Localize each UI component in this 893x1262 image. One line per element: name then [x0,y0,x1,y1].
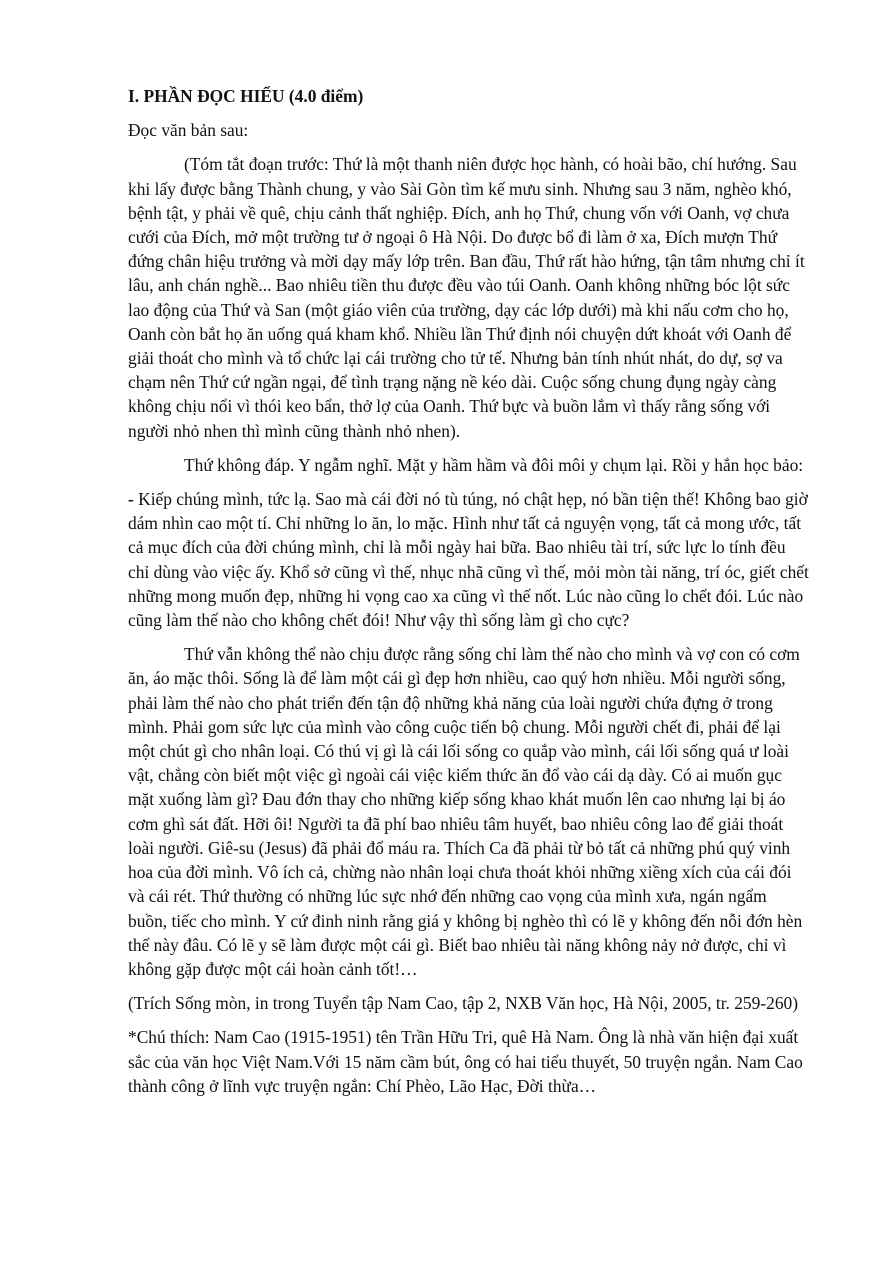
intro-text: Đọc văn bản sau: [128,120,249,141]
dialogue-paragraph [128,487,810,632]
dialogue-dash: - [128,489,134,510]
summary-paragraph: (Tóm tắt đoạn trước: Thứ là một thanh niên được học hành, có hoài bão, chí hướng. Sau khi lấy được bằng Thành chung, y vào Sài Gòn tìm kế mưu sinh. Nhưng sau 3 năm, nghèo khó, bệnh tật, y phải về quê, chịu cảnh thất nghiệp. Đích, anh họ Thứ, chung vốn với Oanh, vợ chưa cưới của Đích, mở một trường tư ở ngoại ô Hà Nội. Do được bổ đi làm ở xa, Đích mượn Thứ đứng chân hiệu trưởng và mời dạy mấy lớp trên. Ban đầu, Thứ rất hào hứng, tận tâm nhưng chỉ ít lâu, anh chán nghề... Bao nhiêu tiền thu được đều vào túi Oanh. Oanh không những bóc lột sức lao động của Thứ và San (một giáo viên của trường, dạy các lớp dưới) mà khi nấu cơm cho họ, Oanh còn bắt họ ăn uống quá kham khổ. Nhiều lần Thứ định nói chuyện dứt khoát với Oanh để giải thoát cho mình và tổ chức lại cái trường cho tử tế. Nhưng bản tính nhút nhát, do dự, sợ va chạm nên Thứ cứ ngần ngại, để tình trạng nặng nề kéo dài. Cuộc sống chung đụng ngày càng không chịu nổi vì thói keo bẩn, thở lợ của Oanh. Thứ bực và buồn lắm vì thấy rằng sống với người nhỏ nhen thì mình cũng thành nhỏ nhen). [128,154,805,441]
section-heading: I. PHẦN ĐỌC HIỂU (4.0 điểm) [128,86,364,106]
paragraph-reflection: Thứ vẫn không thể nào chịu được rằng sống chỉ làm thế nào cho mình và vợ con có cơm ăn, áo mặc thôi. Sống là để làm một cái gì đẹp hơn nhiều, cao quý hơn nhiều. Mỗi người sống, phải làm thế nào cho phát triển đến tận độ những khả năng của loài người chứa đựng ở trong mình. Phải gom sức lực của mình vào công cuộc tiến bộ chung. Mỗi người chết đi, phải để lại một chút gì cho nhân loại. Có thú vị gì là cái lối sống co quắp vào mình, cái lối sống quá ư loài vật, chẳng còn biết một việc gì ngoài cái việc kiếm thức ăn đổ vào cái dạ dày. Có ai muốn gục mặt xuống làm gì? Đau đớn thay cho những kiếp sống khao khát muốn lên cao nhưng lại bị áo cơm ghì sát đất. Hỡi ôi! Người ta đã phí bao nhiêu tâm huyết, bao nhiêu công lao để giải thoát loài người. Giê-su (Jesus) đã phải đổ máu ra. Thích Ca đã phải từ bỏ tất cả những phú quý vinh hoa của đời mình. Vô ích cả, chừng nào nhân loại chưa thoát khỏi những xiềng xích của cái đói và cái rét. Thứ thường có những lúc sực nhớ đến những cao vọng của mình xưa, ngán ngẩm buồn, tiếc cho mình. Y cứ đinh ninh rằng giá y không bị nghèo thì có lẽ y không đến nỗi đớn hèn thế này đâu. Có lẽ y sẽ làm được một cái gì. Biết bao nhiêu tài năng không nảy nở được, chỉ vì không gặp được một cái hoàn cảnh tốt!… [128,644,803,979]
citation: (Trích Sống mòn, in trong Tuyển tập Nam Cao, tập 2, NXB Văn học, Hà Nội, 2005, tr. 259-260) [128,993,798,1014]
paragraph-thu-reply: Thứ không đáp. Y ngẫm nghĩ. Mặt y hầm hầm và đôi môi y chụm lại. Rồi y hắn học bảo: [184,454,804,475]
document-page [128,84,810,1108]
dialogue-text: Kiếp chúng mình, tức lạ. Sao mà cái đời nó tù túng, nó chật hẹp, nó bần tiện thế! Không bao giờ dám nhìn cao một tí. Chỉ những lo ăn, lo mặc. Hình như tất cả nguyện vọng, tất cả mong ước, tất cả mục đích của đời chúng mình, chỉ là mỗi ngày hai bữa. Bao nhiêu tài trí, sức lực lo tính đều chỉ dùng vào việc ấy. Khổ sở cũng vì thế, nhục nhã cũng vì thế, mỏi mòn tài năng, trí óc, giết chết những mong muốn đẹp, những hi vọng cao xa cũng vì thế nốt. Lúc nào cũng lo chết đói. Lúc nào cũng làm thế nào cho không chết đói! Như vậy thì sống làm gì cho cực? [128,489,809,631]
footnote: *Chú thích: Nam Cao (1915-1951) tên Trần Hữu Tri, quê Hà Nam. Ông là nhà văn hiện đại xuất sắc của văn học Việt Nam.Với 15 năm cầm bút, ông có hai tiểu thuyết, 50 truyện ngắn. Nam Cao thành công ở lĩnh vực truyện ngắn: Chí Phèo, Lão Hạc, Đời thừa… [128,1027,803,1096]
